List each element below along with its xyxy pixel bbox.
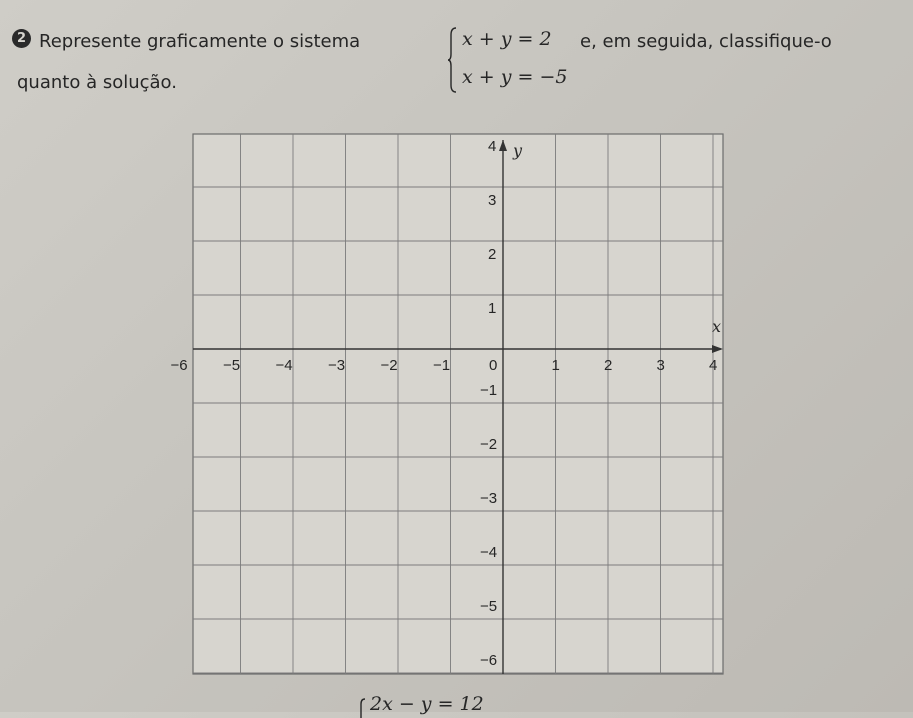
x-tick-label: 0 xyxy=(489,357,498,374)
question-text-start: Represente graficamente o sistema xyxy=(39,31,361,52)
y-tick-label: −1 xyxy=(480,382,498,399)
system-equation-2: x + y = −5 xyxy=(462,66,568,88)
y-tick-label: −2 xyxy=(480,436,498,453)
x-tick-label: −3 xyxy=(327,357,346,374)
y-tick-label: 3 xyxy=(488,192,497,209)
y-tick-label: −3 xyxy=(480,490,498,507)
y-tick-label: −4 xyxy=(480,544,498,561)
next-system-brace xyxy=(358,698,366,718)
x-tick-label: −2 xyxy=(380,357,398,374)
y-axis-label: y xyxy=(513,141,523,160)
y-tick-label: −6 xyxy=(480,652,498,669)
y-tick-label: 1 xyxy=(488,300,497,317)
question-text-line2: quanto à solução. xyxy=(17,72,177,93)
question-text-end: e, em seguida, classifique-o xyxy=(580,31,832,52)
x-tick-label: −5 xyxy=(222,357,241,374)
x-tick-label: 1 xyxy=(551,357,560,374)
x-tick-label: −6 xyxy=(170,357,188,374)
x-tick-label: 4 xyxy=(709,357,718,374)
x-axis-label: x xyxy=(712,317,722,336)
system-brace xyxy=(447,27,457,93)
coordinate-grid xyxy=(170,134,723,674)
x-tick-label: −1 xyxy=(432,357,451,374)
x-tick-label: −4 xyxy=(275,357,293,374)
graph-paper xyxy=(170,134,723,674)
question-number-badge: 2 xyxy=(12,29,31,48)
y-tick-label: 4 xyxy=(488,138,497,155)
x-tick-label: 2 xyxy=(604,357,613,374)
y-tick-label: −5 xyxy=(480,598,498,615)
next-system-equation: 2x − y = 12 xyxy=(370,693,484,715)
x-tick-label: 3 xyxy=(656,357,665,374)
system-equation-1: x + y = 2 xyxy=(462,28,552,50)
y-tick-label: 2 xyxy=(488,246,497,263)
